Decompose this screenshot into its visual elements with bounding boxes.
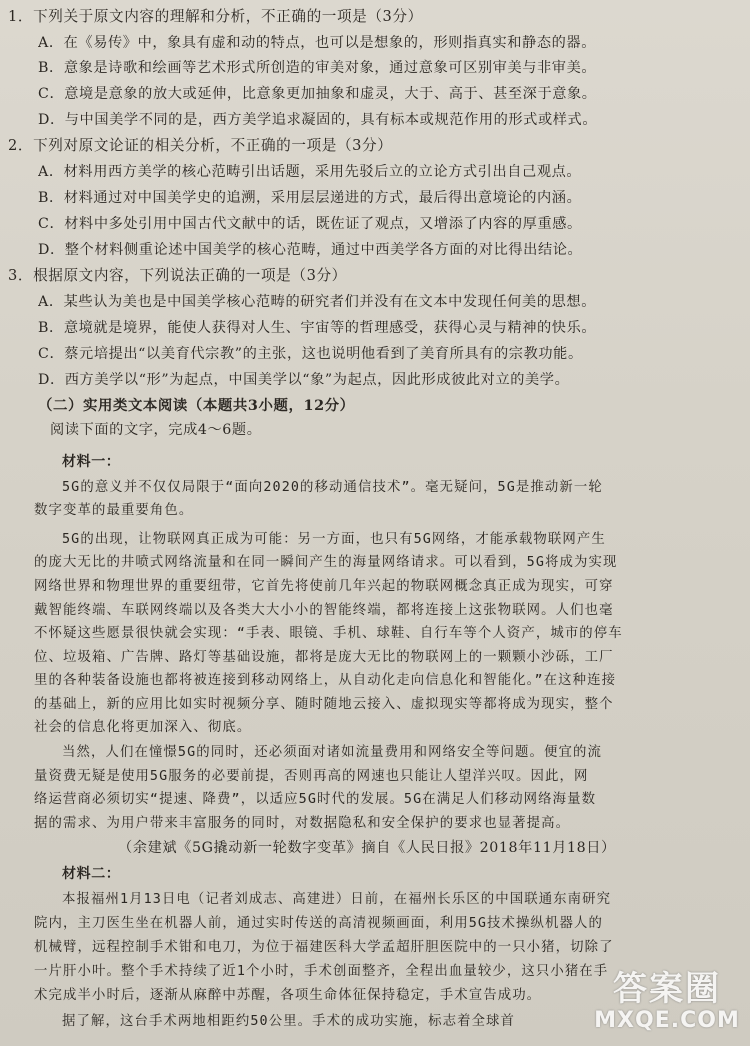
material-1-line: 位、垃圾箱、广告牌、路灯等基础设施，都将是庞大无比的物联网上的一颗颗小沙砾，工厂 [34,650,614,665]
question-1-stem: 1．下列关于原文内容的理解和分析，不正确的一项是（3分） [8,8,423,25]
material-1-line: 络运营商必须切实“提速、降费”，以适应5G时代的发展。5G在满足人们移动网络海量数 [34,792,597,807]
material-1-line: 据的需求、为用户带来丰富服务的同时，对数据隐私和安全保护的要求也显著提高。 [34,816,571,831]
question-2-stem: 2．下列对原文论证的相关分析，不正确的一项是（3分） [8,137,393,154]
question-2-option-c: C．材料中多处引用中国古代文献中的话，既佐证了观点，又增添了内容的厚重感。 [38,216,582,232]
material-2-line: 院内，主刀医生坐在机器人前，通过实时传送的高清视频画面，利用5G技术操纵机器人的 [34,916,603,931]
question-1-option-c: C．意境是意象的放大或延伸，比意象更加抽象和虚灵，大于、高于、甚至深于意象。 [38,86,597,102]
material-2-heading: 材料二： [62,866,121,882]
question-3-option-b: B．意境就是境界，能使人获得对人生、宇宙等的哲理感受，获得心灵与精神的快乐。 [38,320,597,336]
material-1-line: 5G的意义并不仅仅局限于“面向2020的移动通信技术”。毫无疑问，5G是推动新一轮 [62,480,603,495]
question-3-option-c: C．蔡元培提出“以美育代宗教”的主张，这也说明他看到了美育所具有的宗教功能。 [38,346,583,362]
watermark-url: MXQE.COM [594,1008,740,1033]
question-3-option-d: D．西方美学以“形”为起点，中国美学以“象”为起点，因此形成彼此对立的美学。 [38,372,570,388]
material-1-line: 里的各种装备设施也都将被连接到移动网络上，从自动化走向信息化和智能化。”在这种连接 [34,673,617,688]
question-2-option-d: D．整个材料侧重论述中国美学的核心范畴，通过中西美学各方面的对比得出结论。 [38,242,583,258]
material-1-line: 社会的信息化将更加深入、彻底。 [34,720,252,735]
material-1-line: 戴智能终端、车联网终端以及各类大大小小的智能终端，都将连接上这张物联网。人们也毫 [34,603,614,618]
watermark-logo [592,970,742,1040]
material-1-line: 不怀疑这些愿景很快就会实现：“手表、眼镜、手机、球鞋、自行车等个人资产，城市的停车 [34,626,623,641]
watermark-text: 答案圈 [613,969,721,1009]
material-1-line: 当然，人们在憧憬5G的同时，还必须面对诸如流量费用和网络安全等问题。便宜的流 [62,745,602,760]
material-1-line: 网络世界和物理世界的重要纽带，它首先将使前几年兴起的物联网概念真正成为现实，可穿 [34,579,614,594]
material-2-line: 一片肝小叶。整个手术持续了近1个小时，手术创面整齐，全程出血量较少，这只小猪在手 [34,964,609,979]
material-1-source: （余建斌《5G撬动新一轮数字变革》摘自《人民日报》2018年11月18日） [118,840,616,856]
material-1-line: 的庞大无比的井喷式网络流量和在同一瞬间产生的海量网络请求。可以看到，5G将成为实现 [34,555,618,570]
question-2-option-b: B．材料通过对中国美学史的追溯，采用层层递进的方式，最后得出意境论的内涵。 [38,190,582,206]
material-2-line: 本报福州1月13日电（记者刘成志、高建进）日前，在福州长乐区的中国联通东南研究 [62,892,612,907]
question-1-option-d: D．与中国美学不同的是，西方美学追求凝固的，具有标本或规范作用的形式或样式。 [38,112,598,128]
section-2-title: （二）实用类文本阅读（本题共3小题，12分） [38,397,355,414]
section-2-instruction: 阅读下面的文字，完成4～6题。 [50,422,262,438]
material-1-line: 5G的出现，让物联网真正成为可能：另一方面，也只有5G网络，才能承载物联网产生 [62,532,606,547]
material-1-line: 的基础上，新的应用比如实时视频分享、随时随地云接入、虚拟现实等都将成为现实，整个 [34,697,614,712]
question-3-option-a: A．某些认为美也是中国美学核心范畴的研究者们并没有在文本中发现任何美的思想。 [38,294,596,310]
question-1-option-b: B．意象是诗歌和绘画等艺术形式所创造的审美对象，通过意象可区别审美与非审美。 [38,60,597,76]
question-1-option-a: A．在《易传》中，象具有虚和动的特点，也可以是想象的，形则指真实和静态的器。 [38,35,596,51]
material-1-heading: 材料一： [62,454,121,470]
material-2-line: 术完成半小时后，逐渐从麻醉中苏醒，各项生命体征保持稳定，手术宣告成功。 [34,988,542,1003]
question-3-stem: 3．根据原文内容，下列说法正确的一项是（3分） [8,267,347,284]
question-2-option-a: A．材料用西方美学的核心范畴引出话题，采用先驳后立的立论方式引出自己观点。 [38,164,582,180]
material-2-line: 据了解，这台手术两地相距约50公里。手术的成功实施，标志着全球首 [62,1014,516,1029]
material-1-line: 量资费无疑是使用5G服务的必要前提，否则再高的网速也只能让人望洋兴叹。因此，网 [34,769,589,784]
material-1-line: 数字变革的最重要角色。 [34,503,194,518]
material-2-line: 机械臂，远程控制手术钳和电刀，为位于福建医科大学孟超肝胆医院中的一只小猪，切除了 [34,940,614,955]
